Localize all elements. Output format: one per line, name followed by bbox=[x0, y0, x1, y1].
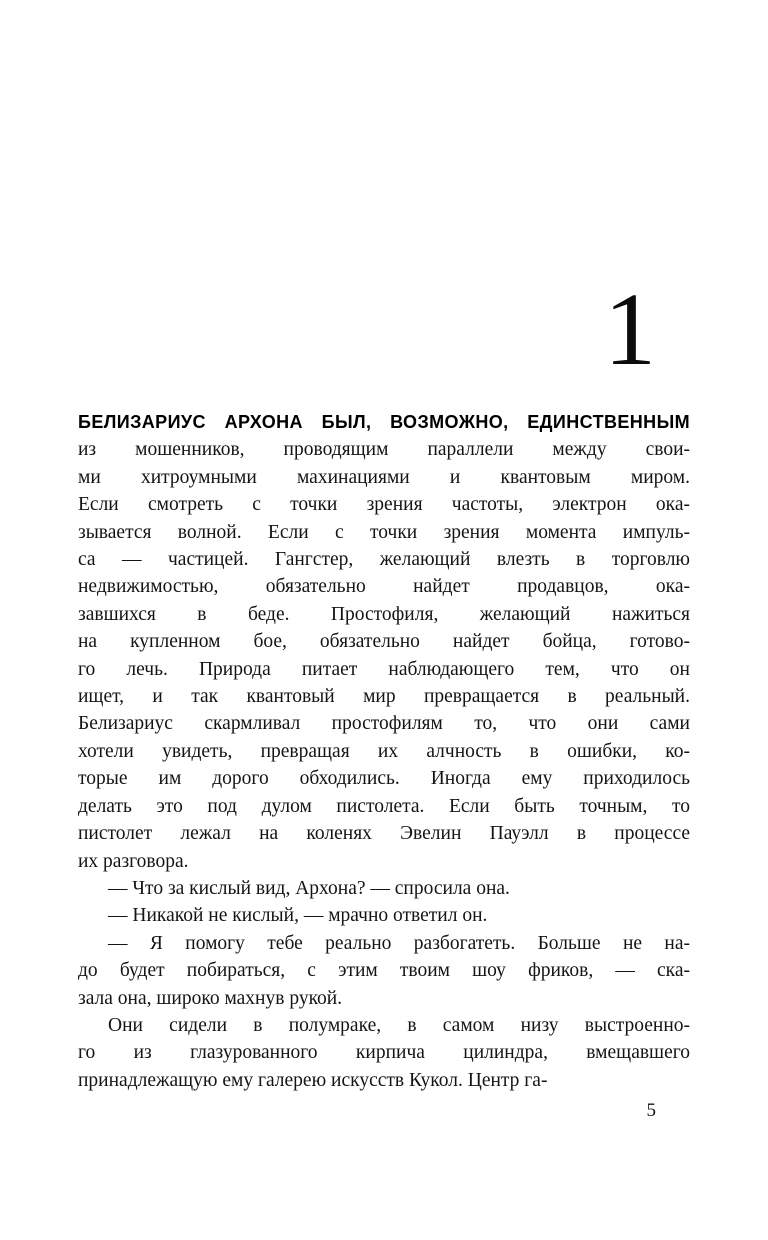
text-line: Если смотреть с точки зрения частоты, электрон ока- bbox=[78, 494, 690, 516]
text-line: ми хитроумными махинациями и квантовым миром. bbox=[78, 466, 690, 488]
text-line: го лечь. Природа питает наблюдающего тем, что он bbox=[78, 658, 690, 680]
paragraph bbox=[78, 409, 690, 875]
paragraph bbox=[78, 902, 690, 929]
paragraph bbox=[78, 1012, 690, 1094]
text-line: делать это под дулом пистолета. Если быть точным, то bbox=[78, 795, 690, 817]
text-line: пистолет лежал на коленях Эвелин Пауэлл в процессе bbox=[78, 823, 690, 845]
text-line: принадлежащую ему галерею искусств Кукол. Центр га- bbox=[78, 1069, 548, 1091]
text-line: торые им дорого обходились. Иногда ему приходилось bbox=[78, 768, 690, 790]
text-line: са — частицей. Гангстер, желающий влезть в торговлю bbox=[78, 549, 690, 571]
page-number: 5 bbox=[646, 1100, 656, 1121]
text-line: Они сидели в полумраке, в самом низу выстроенно- bbox=[108, 1014, 690, 1036]
text-line: — Никакой не кислый, — мрачно ответил он. bbox=[108, 905, 488, 927]
lead-line: БЕЛИЗАРИУС АРХОНА БЫЛ, ВОЗМОЖНО, ЕДИНСТВЕННЫМ bbox=[78, 412, 690, 432]
chapter-number: 1 bbox=[604, 272, 656, 387]
text-line: — Что за кислый вид, Архона? — спросила она. bbox=[108, 877, 510, 899]
text-line: ищет, и так квантовый мир превращается в реальный. bbox=[78, 686, 690, 708]
body-text bbox=[78, 409, 690, 1094]
text-line: Белизариус скармливал простофилям то, что они сами bbox=[78, 713, 690, 735]
text-line: на купленном бое, обязательно найдет бойца, готово- bbox=[78, 631, 690, 653]
text-line: зывается волной. Если с точки зрения момента импуль- bbox=[78, 521, 690, 543]
text-line: го из глазурованного кирпича цилиндра, вмещавшего bbox=[78, 1042, 690, 1064]
text-line: зала она, широко махнув рукой. bbox=[78, 987, 343, 1009]
text-line: завшихся в беде. Простофиля, желающий нажиться bbox=[78, 603, 690, 625]
paragraph bbox=[78, 875, 690, 902]
text-line: — Я помогу тебе реально разбогатеть. Больше не на- bbox=[108, 932, 690, 954]
text-line: недвижимостью, обязательно найдет продавцов, ока- bbox=[78, 576, 690, 598]
text-line: до будет побираться, с этим твоим шоу фриков, — ска- bbox=[78, 960, 690, 982]
text-line: их разговора. bbox=[78, 850, 189, 872]
text-line: хотели увидеть, превращая их алчность в ошибки, ко- bbox=[78, 740, 690, 762]
paragraph bbox=[78, 930, 690, 1012]
text-line: из мошенников, проводящим параллели между свои- bbox=[78, 439, 690, 461]
